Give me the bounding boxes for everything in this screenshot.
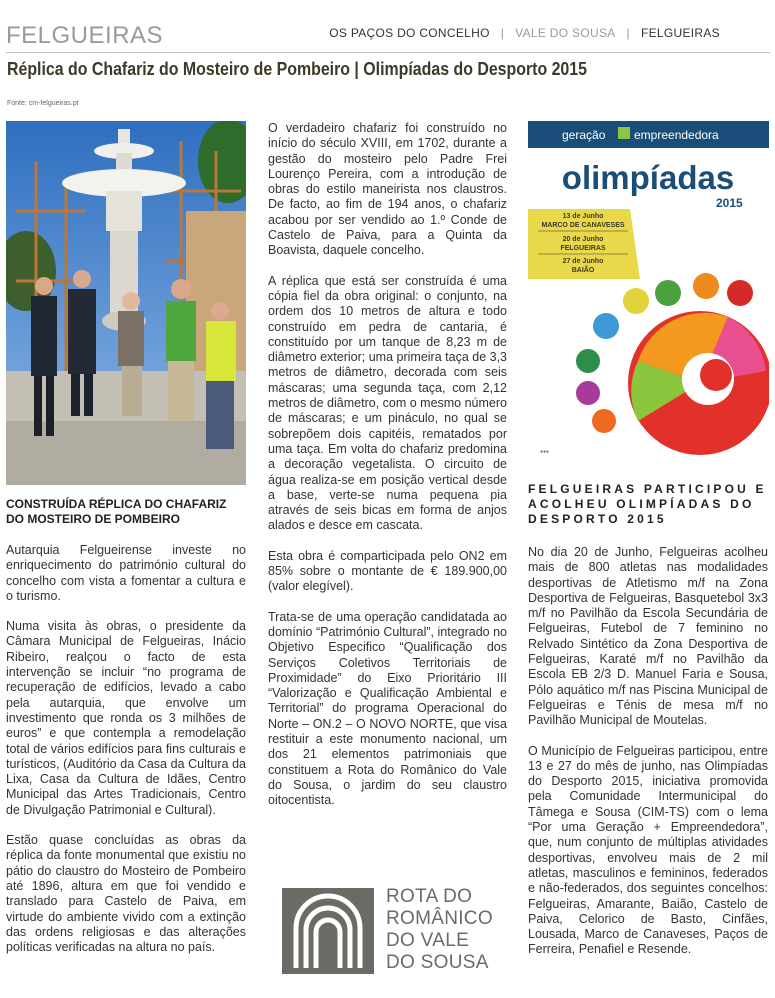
article1-paragraph: Estão quase concluídas as obras da réplica da fonte monumental que existiu no pátio do claustro do Mosteiro de Pombeiro até 1896, altura em que foi vendido e translado para Castelo de Paiva, em virtude do ambiente vivido com a extinção das ordens religiosas e das alterações políticas verificadas na altura no país.: [6, 833, 246, 955]
plus-icon: [618, 127, 630, 139]
poster-title: olimpíadas: [561, 159, 735, 196]
article2-column: [528, 545, 768, 973]
article2-paragraph: No dia 20 de Junho, Felgueiras acolheu mais de 800 atletas nas modalidades desportivas de Atletismo m/f na Zona Desportiva de Felgueiras, Basquetebol 3x3 m/f no Pavilhão da Escola Secundária de Felgueiras, Futebol de 7 feminino no Relvado Sintético da Zona Desportiva de Felgueiras, Karaté m/f no Pavilhão da Escola EB 2/3 D. Manuel Faria e Sousa, Pólo aquático m/f nas Piscina Municipal de Felgueiras e Ténis de mesa m/f no Pavilhão Municipal de Moutelas.: [528, 545, 768, 728]
poster-event-place: BAIÃO: [571, 267, 595, 274]
article1-paragraph: O verdadeiro chafariz foi construído no início do século XVIII, em 1702, durante a gestão do mosteiro pelo Padre Frei Lourenço Pereira, com a introdução de obras do estilo maneirista nos claustros. De facto, ao fim de 194 anos, o chafariz acabou por ser vendido ao 1.º Conde de Castelo de Paiva, para a Quinta da Boavista, daquele concelho.: [268, 121, 507, 258]
poster-event-place: MARCO DE CANAVESES: [541, 222, 625, 229]
article1-column2: [268, 121, 507, 823]
top-nav: OS PAÇOS DO CONCELHO | VALE DO SOUSA | FELGUEIRAS: [329, 26, 720, 40]
poster-tagline-right: empreendedora: [634, 128, 719, 142]
poster-tagline-left: geração: [562, 128, 606, 142]
nav-item-felgueiras[interactable]: FELGUEIRAS: [640, 26, 720, 40]
poster-event-date: 13 de Junho: [562, 213, 604, 220]
nav-item-pacos[interactable]: OS PAÇOS DO CONCELHO: [329, 26, 490, 40]
rota-logo-text: ROTA DO ROMÂNICO DO VALE DO SOUSA: [386, 886, 493, 973]
page-title: Réplica do Chafariz do Mosteiro de Pombeiro | Olimpíadas do Desporto 2015: [7, 58, 587, 79]
article1-paragraph: Esta obra é comparticipada pelo ON2 em 85% sobre o montante de € 189.900,00 (valor elegível).: [268, 548, 507, 594]
fountain-photo: [6, 121, 246, 485]
poster-event-place: FELGUEIRAS: [560, 245, 606, 252]
article1-column1: [6, 543, 246, 970]
poster-year: 2015: [716, 196, 743, 210]
rota-do-romanico-logo: [282, 888, 512, 983]
source-credit: Fonte: cm-felgueiras.pt: [7, 100, 79, 107]
olimpiadas-poster: [528, 121, 769, 462]
article1-paragraph: A réplica que está ser construída é uma cópia fiel da obra original: o conjunto, na ordem dos 10 metros de altura e todo construído em pedra de cantaria, é constituído por um tanque de 8,23 m de diâmetro exterior; uma primeira taça de 3,3 metros de diâmetro, decorada com seis máscaras; uma segunda taça, com 2,12 metros de diâmetro, com o mesmo número de máscaras; e um pináculo, no qual se sobrepõem dois capitéis, rematados por uma taça. Em volta do chafariz predomina a decoração vegetalista. O circuito de água realiza-se em posição vertical desde a base, verte-se numa pequena pia através de seis bicas em forma de anjos alados e desce em cascata.: [268, 273, 507, 533]
article1-paragraph: Trata-se de uma operação candidatada ao domínio “Património Cultural”, integrado no Objetivo Especifico “Qualificação dos Serviços Coletivos Territoriais de Proximidade” do Eixo Prioritário III “Valorização e Qualificação Ambiental e Territorial” do programa Operacional do Norte – ON.2 – O NOVO NORTE, que visa restituir a este monumento nacional, um dos 21 elementos patrimoniais que constituem a Rota do Românico do Vale do Sousa, o jardim do seu claustro oitocentista.: [268, 609, 508, 808]
article2-heading: FELGUEIRAS PARTICIPOU E ACOLHEU OLIMPÍADAS DO DESPORTO 2015: [528, 482, 767, 526]
poster-event-date: 27 de Junho: [562, 258, 604, 265]
article2-paragraph: O Município de Felgueiras participou, entre 13 e 27 do mês de junho, nas Olimpíadas do Desporto 2015, iniciativa promovida pela Comunidade Intermunicipal do Tâmega e Sousa (CIM-TS) com o lema “Por uma Geração + Empreendedora”, que, num conjunto de múltiplas atividades desportivas, envolveu mais de 2 mil atletas, masculinos e femininos, federados e não-federados, dos seguintes concelhos: Felgueiras, Amarante, Baião, Castelo de Paiva, Celorico de Basto, Cinfães, Lousada, Marco de Canaveses, Paços de Ferreira, Penafiel e Resende.: [528, 743, 768, 957]
article1-paragraph: Numa visita às obras, o presidente da Câmara Municipal de Felgueiras, Inácio Ribeiro, realçou o facto de esta intervenção se incluir “no programa de recuperação de edifícios, levado a cabo pela autarquia, que envolve um investimento que ronda os 3 milhões de euros” e que contempla a remodelação total de vários edifícios para fins culturais e turísticos, (Auditório da Casa da Cultura da Lixa, Casa da Cultura de Idães, Centro Municipal das Artes Tradicionais, Centro de Divulgação Patrimonial e Cultural).: [6, 619, 246, 817]
poster-event-date: 20 de Junho: [562, 236, 604, 243]
article1-paragraph: Autarquia Felgueirense investe no enriquecimento do património cultural do concelho com vista a fomentar a cultura e o turismo.: [6, 543, 246, 603]
nav-item-vale-do-sousa[interactable]: VALE DO SOUSA: [515, 26, 616, 40]
svg-text:●●●: ●●●: [540, 449, 550, 455]
site-brand[interactable]: FELGUEIRAS: [6, 22, 164, 49]
masthead: [6, 20, 770, 53]
article1-heading: CONSTRUÍDA RÉPLICA DO CHAFARIZ DO MOSTEIRO DE POMBEIRO: [6, 497, 227, 526]
arch-icon: [282, 888, 374, 974]
